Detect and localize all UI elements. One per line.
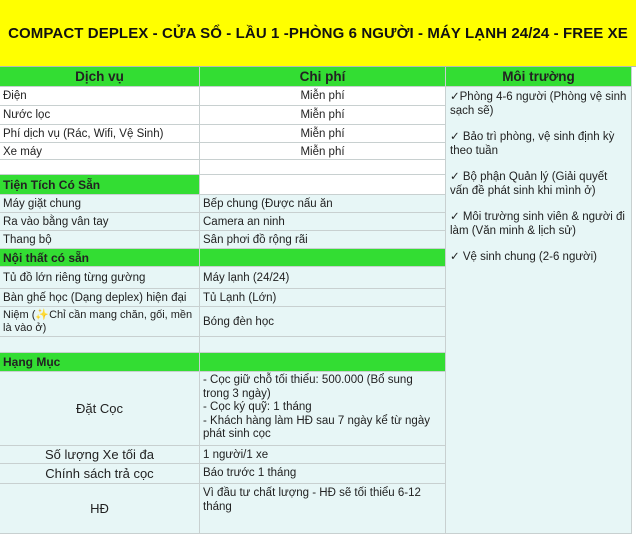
contract-value[interactable]: Vì đầu tư chất lượng - HĐ sẽ tối thiểu 6-12 tháng [200,484,446,534]
blank-cell[interactable] [200,337,446,353]
furniture-right[interactable]: Bóng đèn học [200,307,446,337]
service-name[interactable]: Xe máy [0,143,200,160]
blank-cell[interactable] [0,160,200,175]
service-name[interactable]: Điện [0,87,200,106]
contract-label[interactable]: HĐ [0,484,200,534]
service-name[interactable]: Phí dịch vụ (Rác, Wifi, Vệ Sinh) [0,125,200,143]
refund-label[interactable]: Chính sách trả cọc [0,464,200,484]
amenity-left[interactable]: Thang bộ [0,231,200,249]
furniture-left[interactable]: Niệm (✨Chỉ cần mang chăn, gối, mền là vào ở) [0,307,200,337]
amenity-right[interactable]: Sân phơi đồ rộng rãi [200,231,446,249]
amenity-right[interactable]: Bếp chung (Được nấu ăn [200,195,446,213]
deposit-text[interactable]: - Cọc giữ chỗ tối thiểu: 500.000 (Bổ sung trong 3 ngày) - Cọc ký quỹ: 1 tháng - Khách hàng làm HĐ sau 7 ngày kể từ ngày phát sinh cọc [200,372,446,446]
blank-cell[interactable] [200,249,446,267]
amenity-left[interactable]: Máy giặt chung [0,195,200,213]
furniture-left[interactable]: Bàn ghế học (Dạng deplex) hiện đại [0,289,200,307]
service-cost[interactable]: Miễn phí [200,143,446,160]
blank-cell[interactable] [200,160,446,175]
blank-cell[interactable] [0,337,200,353]
blank-cell[interactable] [200,353,446,372]
bikes-value[interactable]: 1 người/1 xe [200,446,446,464]
service-cost[interactable]: Miễn phí [200,87,446,106]
furniture-right[interactable]: Máy lạnh (24/24) [200,267,446,289]
furniture-heading[interactable]: Nội thất có sẵn [0,249,200,267]
furniture-left[interactable]: Tủ đồ lớn riêng từng gường [0,267,200,289]
environment-item: ✓ Môi trường sinh viên & người đi làm (Văn minh & lịch sử) [450,211,625,237]
service-cost[interactable]: Miễn phí [200,106,446,125]
environment-item: ✓ Bảo trì phòng, vệ sinh định kỳ theo tuần [450,131,615,157]
amenities-heading[interactable]: Tiện Tích Có Sẵn [0,175,200,195]
furniture-right[interactable]: Tủ Lạnh (Lớn) [200,289,446,307]
amenity-right[interactable]: Camera an ninh [200,213,446,231]
blank-cell[interactable] [200,175,446,195]
environment-cell[interactable] [446,87,632,534]
environment-item: ✓ Bộ phận Quản lý (Giải quyết vấn đề phát sinh khi mình ở) [450,171,608,197]
environment-item: ✓ Vệ sinh chung (2-6 người) [450,251,597,263]
sheet-title: COMPACT DEPLEX - CỬA SỔ - LẦU 1 -PHÒNG 6 NGƯỜI - MÁY LẠNH 24/24 - FREE XE [0,0,636,67]
service-name[interactable]: Nước lọc [0,106,200,125]
service-cost[interactable]: Miễn phí [200,125,446,143]
header-service[interactable]: Dịch vụ [0,67,200,87]
items-heading[interactable]: Hạng Mục [0,353,200,372]
refund-value[interactable]: Báo trước 1 tháng [200,464,446,484]
header-cost[interactable]: Chi phí [200,67,446,87]
deposit-label[interactable]: Đặt Cọc [0,372,200,446]
environment-item: ✓Phòng 4-6 người (Phòng vệ sinh sạch sẽ) [450,91,627,117]
bikes-label[interactable]: Số lượng Xe tối đa [0,446,200,464]
amenity-left[interactable]: Ra vào bằng vân tay [0,213,200,231]
header-environment[interactable]: Môi trường [446,67,632,87]
